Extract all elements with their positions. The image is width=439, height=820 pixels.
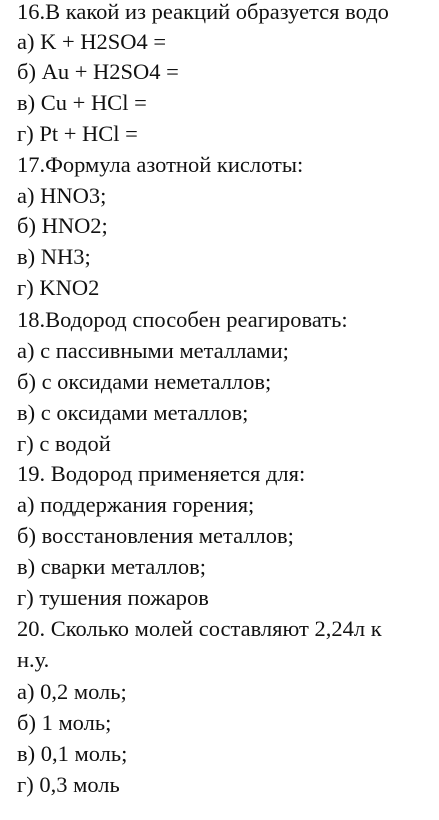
question-18-option-c: в) с оксидами металлов; [17,400,249,425]
question-16-option-b: б) Au + H2SO4 = [17,59,179,84]
question-20-option-a: а) 0,2 моль; [17,679,127,704]
question-20-option-c: в) 0,1 моль; [17,741,128,766]
question-16-text: 16.В какой из реакций образуется водо [17,0,389,24]
question-20-text-cont: н.у. [17,647,50,672]
question-18-option-d: г) с водой [17,431,111,456]
question-16-option-a: а) K + H2SO4 = [17,29,167,54]
question-17-text: 17.Формула азотной кислоты: [17,152,304,177]
question-18-text: 18.Водород способен реагировать: [17,307,348,332]
question-18-option-b: б) с оксидами неметаллов; [17,369,272,394]
question-17-option-d: г) KNO2 [17,275,100,300]
question-20-option-b: б) 1 моль; [17,710,112,735]
question-19-option-c: в) сварки металлов; [17,554,206,579]
question-16-option-c: в) Cu + HCl = [17,90,147,115]
question-20-text: 20. Сколько молей составляют 2,24л к [17,616,382,641]
question-19-option-a: а) поддержания горения; [17,492,255,517]
question-19-option-d: г) тушения пожаров [17,585,209,610]
question-19-text: 19. Водород применяется для: [17,461,306,486]
question-18-option-a: а) с пассивными металлами; [17,338,289,363]
question-17-option-a: а) HNO3; [17,183,107,208]
question-19-option-b: б) восстановления металлов; [17,523,294,548]
question-17-option-b: б) HNO2; [17,213,108,238]
question-17-option-c: в) NH3; [17,244,91,269]
question-16-option-d: г) Pt + HCl = [17,121,138,146]
question-20-option-d: г) 0,3 моль [17,772,120,797]
